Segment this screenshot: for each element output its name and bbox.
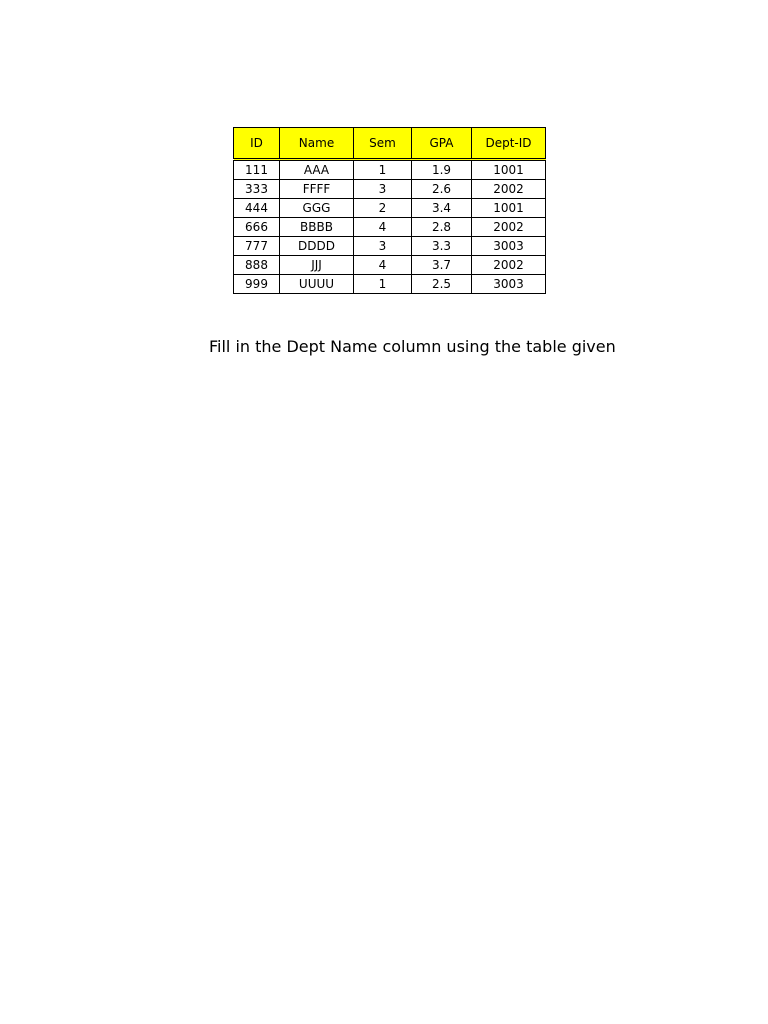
cell-dept-id[interactable]: 2002 bbox=[472, 180, 546, 199]
cell-gpa[interactable]: 3.4 bbox=[412, 199, 472, 218]
cell-name[interactable]: BBBB bbox=[280, 218, 354, 237]
table-row bbox=[234, 180, 546, 199]
instruction-cell[interactable] bbox=[209, 334, 616, 360]
header-gpa[interactable]: GPA bbox=[412, 128, 472, 160]
cell-id[interactable]: 777 bbox=[234, 237, 280, 256]
cell-name[interactable]: AAA bbox=[280, 160, 354, 180]
cell-gpa[interactable]: 1.9 bbox=[412, 160, 472, 180]
cell-id[interactable]: 444 bbox=[234, 199, 280, 218]
cell-gpa[interactable]: 3.7 bbox=[412, 256, 472, 275]
table-row bbox=[234, 256, 546, 275]
cell-sem[interactable]: 4 bbox=[354, 256, 412, 275]
header-dept-id[interactable]: Dept-ID bbox=[472, 128, 546, 160]
header-row bbox=[234, 128, 546, 160]
cell-gpa[interactable]: 2.8 bbox=[412, 218, 472, 237]
cell-name[interactable]: UUUU bbox=[280, 275, 354, 294]
table-row bbox=[234, 218, 546, 237]
student-table bbox=[233, 127, 546, 294]
cell-id[interactable]: 888 bbox=[234, 256, 280, 275]
cell-dept-id[interactable]: 3003 bbox=[472, 275, 546, 294]
header-id[interactable]: ID bbox=[234, 128, 280, 160]
cell-name[interactable]: GGG bbox=[280, 199, 354, 218]
cell-id[interactable]: 999 bbox=[234, 275, 280, 294]
cell-sem[interactable]: 3 bbox=[354, 180, 412, 199]
cell-id[interactable]: 333 bbox=[234, 180, 280, 199]
cell-gpa[interactable]: 2.5 bbox=[412, 275, 472, 294]
table-row bbox=[234, 199, 546, 218]
table-row bbox=[234, 275, 546, 294]
cell-name[interactable]: DDDD bbox=[280, 237, 354, 256]
cell-dept-id[interactable]: 1001 bbox=[472, 199, 546, 218]
cell-sem[interactable]: 2 bbox=[354, 199, 412, 218]
cell-sem[interactable]: 1 bbox=[354, 160, 412, 180]
header-name[interactable]: Name bbox=[280, 128, 354, 160]
cell-name[interactable]: JJJ bbox=[280, 256, 354, 275]
cell-sem[interactable]: 1 bbox=[354, 275, 412, 294]
cell-id[interactable]: 111 bbox=[234, 160, 280, 180]
cell-dept-id[interactable]: 2002 bbox=[472, 256, 546, 275]
cell-id[interactable]: 666 bbox=[234, 218, 280, 237]
table-row bbox=[234, 160, 546, 180]
cell-gpa[interactable]: 2.6 bbox=[412, 180, 472, 199]
cell-dept-id[interactable]: 3003 bbox=[472, 237, 546, 256]
header-sem[interactable]: Sem bbox=[354, 128, 412, 160]
instruction-text: Fill in the Dept Name column using the table given bbox=[209, 337, 616, 356]
cell-dept-id[interactable]: 2002 bbox=[472, 218, 546, 237]
table-row bbox=[234, 237, 546, 256]
cell-sem[interactable]: 4 bbox=[354, 218, 412, 237]
cell-gpa[interactable]: 3.3 bbox=[412, 237, 472, 256]
cell-name[interactable]: FFFF bbox=[280, 180, 354, 199]
cell-dept-id[interactable]: 1001 bbox=[472, 160, 546, 180]
cell-sem[interactable]: 3 bbox=[354, 237, 412, 256]
